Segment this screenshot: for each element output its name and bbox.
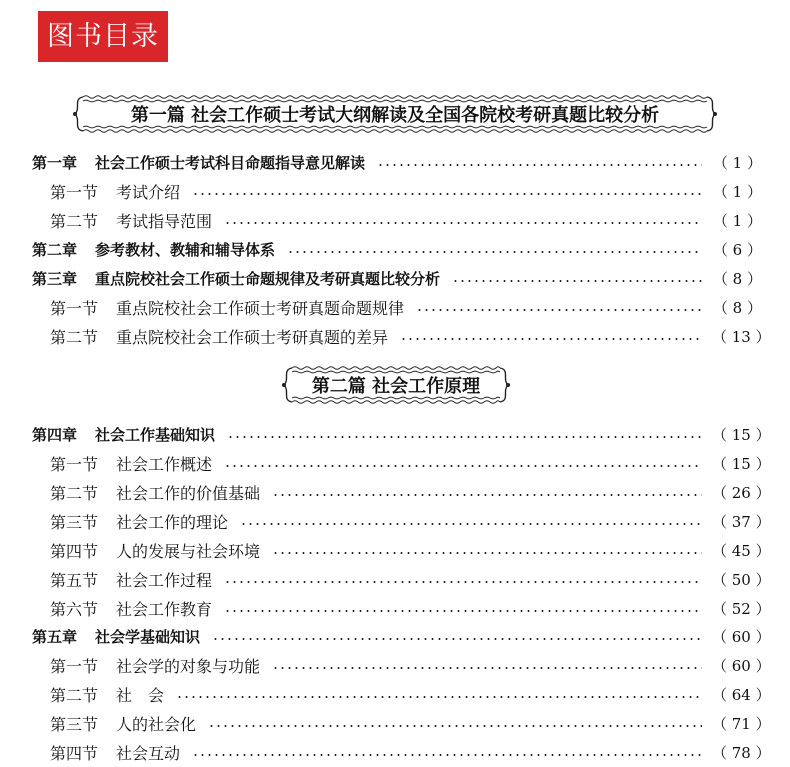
- page-number: （ 15 ）: [712, 455, 771, 473]
- section-number: 第二节: [50, 328, 99, 347]
- toc-chapter-row: [0, 622, 790, 651]
- section-title: 社 会: [116, 686, 165, 705]
- part-title-2: 第二篇 社会工作原理: [311, 376, 481, 397]
- toc-section-row: [0, 536, 790, 565]
- dot-leader: [452, 280, 702, 282]
- toc-section-row: [0, 322, 790, 351]
- dot-leader: [416, 309, 702, 311]
- toc-section-row: [0, 177, 790, 206]
- page-number: （ 37 ）: [712, 513, 771, 531]
- toc-chapter-row: [0, 148, 790, 177]
- toc-section-row: [0, 293, 790, 322]
- page-number: （ 52 ）: [712, 600, 771, 618]
- page-number: （ 1 ）: [712, 212, 762, 230]
- page-number: （ 13 ）: [712, 328, 771, 346]
- toc-section-row: [0, 507, 790, 536]
- toc-section-row: [0, 449, 790, 478]
- toc-chapter-row: [0, 420, 790, 449]
- dot-leader: [208, 725, 702, 727]
- catalog-header-badge: 图书目录: [38, 11, 168, 62]
- section-title: 社会工作教育: [116, 600, 213, 619]
- section-number: 第二节: [50, 484, 99, 503]
- dot-leader: [224, 581, 702, 583]
- toc-chapter-row: [0, 264, 790, 293]
- section-number: 第一节: [50, 657, 99, 676]
- dot-leader: [400, 338, 702, 340]
- dot-leader: [377, 164, 702, 166]
- page-number: （ 1 ）: [712, 154, 762, 172]
- dot-leader: [212, 638, 702, 640]
- page-number: （ 71 ）: [712, 715, 771, 733]
- page-number: （ 1 ）: [712, 183, 762, 201]
- page-number: （ 60 ）: [712, 628, 771, 646]
- section-title: 人的发展与社会环境: [116, 542, 261, 561]
- section-title: 重点院校社会工作硕士考研真题的差异: [116, 328, 389, 347]
- toc-section-row: [0, 594, 790, 623]
- dot-leader: [176, 696, 702, 698]
- chapter-number: 第一章: [32, 154, 78, 172]
- section-number: 第一节: [50, 455, 99, 474]
- chapter-number: 第三章: [32, 270, 78, 288]
- page-number: （ 45 ）: [712, 542, 771, 560]
- dot-leader: [224, 222, 702, 224]
- page-number: （ 8 ）: [712, 299, 762, 317]
- chapter-title: 社会工作基础知识: [95, 426, 216, 444]
- page-number: （ 8 ）: [712, 270, 762, 288]
- section-title: 人的社会化: [116, 715, 197, 734]
- part-banner-1: [67, 93, 723, 135]
- part-banner-2: [276, 364, 516, 406]
- dot-leader: [192, 754, 702, 756]
- page-number: （ 26 ）: [712, 484, 771, 502]
- section-number: 第五节: [50, 571, 99, 590]
- chapter-number: 第五章: [32, 628, 78, 646]
- dot-leader: [227, 436, 702, 438]
- toc-section-row: [0, 651, 790, 680]
- section-title: 社会互动: [116, 744, 181, 763]
- section-title: 社会工作概述: [116, 455, 213, 474]
- toc-section-row: [0, 565, 790, 594]
- dot-leader: [224, 465, 702, 467]
- section-number: 第二节: [50, 686, 99, 705]
- section-number: 第四节: [50, 542, 99, 561]
- chapter-title: 重点院校社会工作硕士命题规律及考研真题比较分析: [95, 270, 441, 288]
- section-number: 第三节: [50, 513, 99, 532]
- page-number: （ 78 ）: [712, 744, 771, 762]
- page-number: （ 6 ）: [712, 241, 762, 259]
- dot-leader: [272, 667, 702, 669]
- section-number: 第一节: [50, 299, 99, 318]
- page-number: （ 15 ）: [712, 426, 771, 444]
- page-number: （ 60 ）: [712, 657, 771, 675]
- toc-chapter-row: [0, 235, 790, 264]
- chapter-title: 社会工作硕士考试科目命题指导意见解读: [95, 154, 366, 172]
- dot-leader: [224, 610, 702, 612]
- toc-section-row: [0, 206, 790, 235]
- section-title: 社会工作过程: [116, 571, 213, 590]
- chapter-number: 第二章: [32, 241, 78, 259]
- section-title: 社会学的对象与功能: [116, 657, 261, 676]
- toc-section-row: [0, 680, 790, 709]
- chapter-number: 第四章: [32, 426, 78, 444]
- section-number: 第三节: [50, 715, 99, 734]
- section-number: 第六节: [50, 600, 99, 619]
- dot-leader: [240, 523, 702, 525]
- toc-section-row: [0, 709, 790, 738]
- chapter-title: 社会学基础知识: [95, 628, 201, 646]
- section-number: 第二节: [50, 212, 99, 231]
- section-title: 重点院校社会工作硕士考研真题命题规律: [116, 299, 405, 318]
- section-title: 考试介绍: [116, 183, 181, 202]
- dot-leader: [287, 251, 702, 253]
- section-number: 第四节: [50, 744, 99, 763]
- toc-section-row: [0, 738, 790, 767]
- toc-section-row: [0, 478, 790, 507]
- section-title: 考试指导范围: [116, 212, 213, 231]
- page-number: （ 50 ）: [712, 571, 771, 589]
- part-title-1: 第一篇 社会工作硕士考试大纲解读及全国各院校考研真题比较分析: [130, 105, 660, 126]
- dot-leader: [272, 552, 702, 554]
- section-number: 第一节: [50, 183, 99, 202]
- section-title: 社会工作的价值基础: [116, 484, 261, 503]
- page-number: （ 64 ）: [712, 686, 771, 704]
- dot-leader: [272, 494, 702, 496]
- dot-leader: [192, 193, 702, 195]
- section-title: 社会工作的理论: [116, 513, 229, 532]
- chapter-title: 参考教材、教辅和辅导体系: [95, 241, 276, 259]
